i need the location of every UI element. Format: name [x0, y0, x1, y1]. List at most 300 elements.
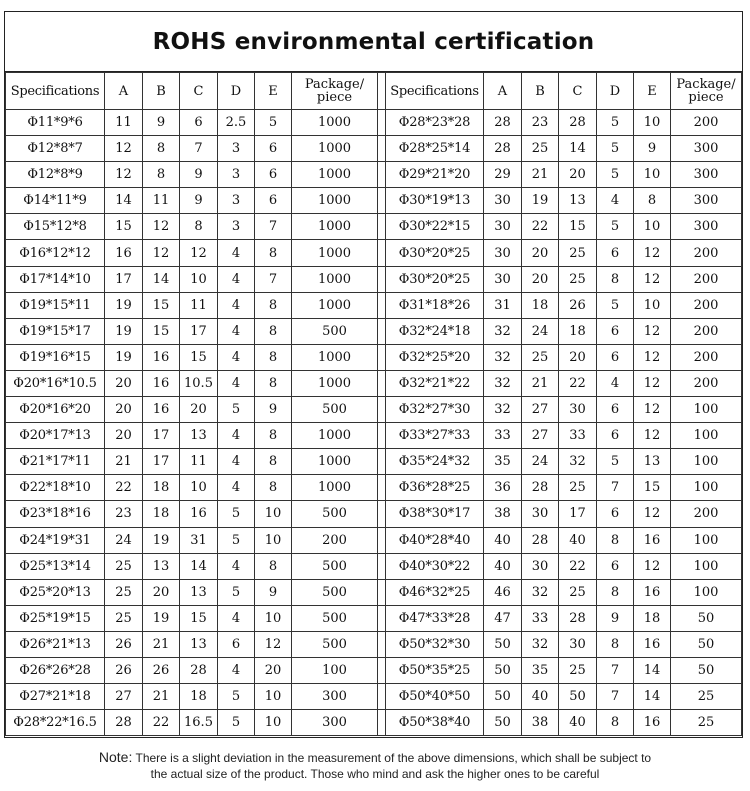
column-gap [378, 136, 386, 162]
right-cell-e: 9 [634, 136, 671, 162]
left-cell-d: 4 [218, 370, 255, 396]
left-cell-c: 31 [180, 527, 218, 553]
column-gap [378, 344, 386, 370]
table-row [6, 344, 742, 370]
left-cell-c: 10.5 [180, 370, 218, 396]
left-cell-a: 16 [105, 240, 143, 266]
column-gap [378, 110, 386, 136]
left-cell-b: 26 [143, 657, 180, 683]
table-row [6, 136, 742, 162]
right-cell-b: 30 [522, 501, 559, 527]
left-cell-b: 19 [143, 527, 180, 553]
right-cell-d: 4 [597, 188, 634, 214]
left-cell-a: 28 [105, 710, 143, 736]
right-cell-package: 300 [671, 136, 742, 162]
left-cell-e: 8 [255, 370, 292, 396]
right-cell-package: 25 [671, 684, 742, 710]
right-cell-c: 50 [559, 684, 597, 710]
left-cell-e: 8 [255, 449, 292, 475]
right-cell-d: 6 [597, 397, 634, 423]
left-cell-e: 6 [255, 188, 292, 214]
left-cell-package: 1000 [292, 110, 378, 136]
left-cell-a: 26 [105, 631, 143, 657]
header-b: B [522, 73, 559, 110]
left-cell-b: 22 [143, 710, 180, 736]
left-cell-e: 10 [255, 710, 292, 736]
right-cell-d: 7 [597, 657, 634, 683]
right-cell-c: 22 [559, 553, 597, 579]
left-cell-a: 19 [105, 292, 143, 318]
left-cell-c: 28 [180, 657, 218, 683]
left-cell-d: 4 [218, 449, 255, 475]
right-cell-c: 32 [559, 449, 597, 475]
left-cell-b: 12 [143, 214, 180, 240]
left-cell-b: 19 [143, 605, 180, 631]
left-cell-d: 2.5 [218, 110, 255, 136]
left-cell-package: 500 [292, 318, 378, 344]
right-cell-d: 5 [597, 449, 634, 475]
left-cell-b: 13 [143, 553, 180, 579]
left-cell-e: 8 [255, 344, 292, 370]
left-cell-e: 9 [255, 579, 292, 605]
right-cell-a: 50 [484, 684, 522, 710]
right-cell-b: 32 [522, 631, 559, 657]
right-cell-package: 200 [671, 501, 742, 527]
left-cell-spec: Φ28*22*16.5 [6, 710, 105, 736]
left-cell-e: 7 [255, 214, 292, 240]
right-cell-spec: Φ30*20*25 [386, 240, 484, 266]
right-cell-b: 28 [522, 475, 559, 501]
left-cell-a: 20 [105, 423, 143, 449]
right-cell-d: 8 [597, 579, 634, 605]
right-cell-spec: Φ30*20*25 [386, 266, 484, 292]
left-cell-a: 20 [105, 370, 143, 396]
right-cell-d: 6 [597, 553, 634, 579]
left-cell-e: 5 [255, 110, 292, 136]
column-gap [378, 292, 386, 318]
header-a: A [105, 73, 143, 110]
right-cell-c: 17 [559, 501, 597, 527]
left-cell-d: 4 [218, 292, 255, 318]
column-gap [378, 657, 386, 683]
right-cell-spec: Φ33*27*33 [386, 423, 484, 449]
left-cell-package: 500 [292, 553, 378, 579]
right-cell-a: 38 [484, 501, 522, 527]
header-specifications: Specifications [386, 73, 484, 110]
column-gap [378, 370, 386, 396]
right-cell-d: 8 [597, 631, 634, 657]
left-cell-spec: Φ25*13*14 [6, 553, 105, 579]
left-cell-package: 1000 [292, 475, 378, 501]
table-row [6, 631, 742, 657]
left-cell-spec: Φ21*17*11 [6, 449, 105, 475]
left-cell-c: 12 [180, 240, 218, 266]
right-cell-e: 14 [634, 657, 671, 683]
right-cell-e: 12 [634, 397, 671, 423]
right-cell-spec: Φ32*21*22 [386, 370, 484, 396]
left-cell-c: 13 [180, 579, 218, 605]
left-cell-c: 18 [180, 684, 218, 710]
right-cell-package: 100 [671, 553, 742, 579]
right-cell-a: 28 [484, 110, 522, 136]
left-cell-c: 17 [180, 318, 218, 344]
right-cell-c: 25 [559, 240, 597, 266]
column-gap [378, 684, 386, 710]
table-row [6, 684, 742, 710]
right-cell-b: 18 [522, 292, 559, 318]
left-cell-a: 19 [105, 344, 143, 370]
right-cell-a: 31 [484, 292, 522, 318]
right-cell-d: 7 [597, 684, 634, 710]
right-cell-c: 28 [559, 605, 597, 631]
right-cell-a: 36 [484, 475, 522, 501]
left-cell-a: 12 [105, 162, 143, 188]
right-cell-e: 12 [634, 318, 671, 344]
table-row [6, 553, 742, 579]
table-row [6, 266, 742, 292]
left-cell-e: 6 [255, 162, 292, 188]
right-cell-spec: Φ32*24*18 [386, 318, 484, 344]
right-cell-package: 200 [671, 240, 742, 266]
table-row [6, 397, 742, 423]
right-cell-d: 7 [597, 475, 634, 501]
right-cell-spec: Φ32*25*20 [386, 344, 484, 370]
right-cell-spec: Φ50*40*50 [386, 684, 484, 710]
right-cell-spec: Φ31*18*26 [386, 292, 484, 318]
right-cell-a: 30 [484, 240, 522, 266]
left-cell-package: 1000 [292, 344, 378, 370]
left-cell-package: 1000 [292, 266, 378, 292]
right-cell-c: 13 [559, 188, 597, 214]
header-specifications: Specifications [6, 73, 105, 110]
left-cell-c: 16 [180, 501, 218, 527]
right-cell-d: 5 [597, 292, 634, 318]
header-e: E [255, 73, 292, 110]
right-cell-c: 20 [559, 162, 597, 188]
right-cell-e: 12 [634, 266, 671, 292]
right-cell-a: 30 [484, 214, 522, 240]
left-cell-b: 18 [143, 501, 180, 527]
right-cell-e: 10 [634, 110, 671, 136]
left-cell-d: 5 [218, 397, 255, 423]
right-cell-package: 200 [671, 266, 742, 292]
right-cell-e: 10 [634, 292, 671, 318]
column-gap [378, 605, 386, 631]
right-cell-a: 35 [484, 449, 522, 475]
right-cell-e: 12 [634, 553, 671, 579]
right-cell-e: 12 [634, 344, 671, 370]
left-cell-d: 4 [218, 344, 255, 370]
left-cell-spec: Φ27*21*18 [6, 684, 105, 710]
right-cell-b: 25 [522, 344, 559, 370]
left-cell-b: 15 [143, 318, 180, 344]
left-cell-e: 8 [255, 423, 292, 449]
left-cell-d: 5 [218, 527, 255, 553]
left-cell-package: 500 [292, 397, 378, 423]
right-cell-c: 20 [559, 344, 597, 370]
right-cell-d: 6 [597, 423, 634, 449]
right-cell-spec: Φ32*27*30 [386, 397, 484, 423]
right-cell-spec: Φ36*28*25 [386, 475, 484, 501]
left-cell-spec: Φ19*15*11 [6, 292, 105, 318]
right-cell-d: 5 [597, 136, 634, 162]
left-cell-c: 10 [180, 475, 218, 501]
left-cell-e: 8 [255, 553, 292, 579]
column-gap [378, 162, 386, 188]
right-cell-d: 6 [597, 501, 634, 527]
right-cell-b: 21 [522, 370, 559, 396]
left-cell-e: 8 [255, 240, 292, 266]
left-cell-b: 16 [143, 397, 180, 423]
table-row [6, 710, 742, 736]
table-row [6, 527, 742, 553]
left-cell-d: 4 [218, 318, 255, 344]
right-cell-a: 32 [484, 370, 522, 396]
table-row [6, 423, 742, 449]
right-cell-c: 25 [559, 475, 597, 501]
left-cell-spec: Φ19*15*17 [6, 318, 105, 344]
right-cell-package: 100 [671, 579, 742, 605]
right-cell-d: 9 [597, 605, 634, 631]
left-cell-b: 21 [143, 684, 180, 710]
right-cell-d: 6 [597, 240, 634, 266]
left-cell-d: 3 [218, 136, 255, 162]
left-cell-e: 10 [255, 605, 292, 631]
right-cell-b: 27 [522, 423, 559, 449]
left-cell-package: 300 [292, 710, 378, 736]
table-row [6, 240, 742, 266]
left-cell-d: 6 [218, 631, 255, 657]
footnote [0, 749, 750, 782]
left-cell-d: 4 [218, 553, 255, 579]
right-cell-b: 35 [522, 657, 559, 683]
left-cell-spec: Φ11*9*6 [6, 110, 105, 136]
right-cell-spec: Φ50*32*30 [386, 631, 484, 657]
right-cell-b: 28 [522, 527, 559, 553]
right-cell-e: 15 [634, 475, 671, 501]
note-line-2: the actual size of the product. Those who mind and ask the higher ones to be careful [150, 767, 600, 781]
right-cell-e: 13 [634, 449, 671, 475]
left-cell-package: 1000 [292, 240, 378, 266]
left-cell-c: 20 [180, 397, 218, 423]
right-cell-spec: Φ29*21*20 [386, 162, 484, 188]
left-cell-spec: Φ26*21*13 [6, 631, 105, 657]
left-cell-package: 500 [292, 605, 378, 631]
left-cell-c: 15 [180, 344, 218, 370]
left-cell-package: 1000 [292, 292, 378, 318]
right-cell-c: 28 [559, 110, 597, 136]
left-cell-c: 9 [180, 188, 218, 214]
left-cell-c: 14 [180, 553, 218, 579]
right-cell-c: 25 [559, 266, 597, 292]
column-gap [378, 266, 386, 292]
left-cell-package: 1000 [292, 449, 378, 475]
right-cell-b: 30 [522, 553, 559, 579]
left-cell-a: 17 [105, 266, 143, 292]
column-gap [378, 188, 386, 214]
left-cell-a: 25 [105, 553, 143, 579]
column-gap [378, 397, 386, 423]
right-cell-spec: Φ30*19*13 [386, 188, 484, 214]
right-cell-b: 40 [522, 684, 559, 710]
table-row [6, 501, 742, 527]
left-cell-c: 10 [180, 266, 218, 292]
right-cell-c: 25 [559, 579, 597, 605]
right-cell-b: 33 [522, 605, 559, 631]
left-cell-d: 5 [218, 710, 255, 736]
left-cell-c: 11 [180, 292, 218, 318]
table-row [6, 110, 742, 136]
page-title: ROHS environmental certification [5, 12, 742, 72]
left-cell-b: 17 [143, 449, 180, 475]
right-cell-e: 16 [634, 631, 671, 657]
left-cell-b: 9 [143, 110, 180, 136]
right-cell-spec: Φ46*32*25 [386, 579, 484, 605]
right-cell-b: 32 [522, 579, 559, 605]
left-cell-c: 6 [180, 110, 218, 136]
right-cell-c: 40 [559, 527, 597, 553]
right-cell-d: 5 [597, 162, 634, 188]
right-cell-d: 4 [597, 370, 634, 396]
left-cell-a: 21 [105, 449, 143, 475]
right-cell-package: 100 [671, 449, 742, 475]
right-cell-a: 47 [484, 605, 522, 631]
header-package: Package/ piece [292, 73, 378, 110]
column-gap [378, 214, 386, 240]
left-cell-a: 11 [105, 110, 143, 136]
table-row [6, 605, 742, 631]
right-cell-a: 50 [484, 710, 522, 736]
left-cell-a: 14 [105, 188, 143, 214]
left-cell-a: 25 [105, 579, 143, 605]
right-cell-spec: Φ50*38*40 [386, 710, 484, 736]
header-package: Package/ piece [671, 73, 742, 110]
column-gap [378, 73, 386, 110]
left-cell-d: 5 [218, 501, 255, 527]
left-cell-spec: Φ25*19*15 [6, 605, 105, 631]
column-gap [378, 423, 386, 449]
right-cell-e: 10 [634, 162, 671, 188]
left-cell-spec: Φ25*20*13 [6, 579, 105, 605]
right-cell-package: 25 [671, 710, 742, 736]
left-cell-b: 12 [143, 240, 180, 266]
right-cell-d: 8 [597, 527, 634, 553]
right-cell-spec: Φ28*23*28 [386, 110, 484, 136]
right-cell-package: 300 [671, 214, 742, 240]
left-cell-c: 13 [180, 631, 218, 657]
left-cell-c: 11 [180, 449, 218, 475]
right-cell-b: 24 [522, 449, 559, 475]
left-cell-c: 13 [180, 423, 218, 449]
right-cell-c: 30 [559, 397, 597, 423]
left-cell-c: 8 [180, 214, 218, 240]
right-cell-e: 18 [634, 605, 671, 631]
column-gap [378, 579, 386, 605]
right-cell-a: 32 [484, 344, 522, 370]
left-cell-spec: Φ12*8*9 [6, 162, 105, 188]
right-cell-e: 8 [634, 188, 671, 214]
right-cell-d: 5 [597, 214, 634, 240]
left-cell-a: 19 [105, 318, 143, 344]
right-cell-spec: Φ40*30*22 [386, 553, 484, 579]
right-cell-e: 12 [634, 370, 671, 396]
table-row [6, 188, 742, 214]
right-cell-b: 20 [522, 240, 559, 266]
left-cell-spec: Φ14*11*9 [6, 188, 105, 214]
right-cell-package: 200 [671, 370, 742, 396]
right-cell-d: 5 [597, 110, 634, 136]
right-cell-d: 8 [597, 710, 634, 736]
left-cell-spec: Φ26*26*28 [6, 657, 105, 683]
left-cell-e: 20 [255, 657, 292, 683]
right-cell-package: 200 [671, 318, 742, 344]
left-cell-e: 8 [255, 475, 292, 501]
right-cell-b: 38 [522, 710, 559, 736]
left-cell-d: 3 [218, 214, 255, 240]
left-cell-b: 18 [143, 475, 180, 501]
left-cell-package: 300 [292, 684, 378, 710]
left-cell-d: 3 [218, 162, 255, 188]
left-cell-b: 8 [143, 136, 180, 162]
right-cell-package: 100 [671, 397, 742, 423]
left-cell-package: 200 [292, 527, 378, 553]
right-cell-e: 16 [634, 579, 671, 605]
left-cell-b: 16 [143, 370, 180, 396]
right-cell-a: 30 [484, 188, 522, 214]
left-cell-spec: Φ23*18*16 [6, 501, 105, 527]
right-cell-spec: Φ50*35*25 [386, 657, 484, 683]
left-cell-spec: Φ22*18*10 [6, 475, 105, 501]
left-cell-spec: Φ19*16*15 [6, 344, 105, 370]
left-cell-package: 500 [292, 501, 378, 527]
right-cell-spec: Φ28*25*14 [386, 136, 484, 162]
right-cell-package: 100 [671, 475, 742, 501]
right-cell-spec: Φ30*22*15 [386, 214, 484, 240]
right-cell-a: 28 [484, 136, 522, 162]
note-label: Note: [98, 749, 133, 765]
right-cell-c: 14 [559, 136, 597, 162]
left-cell-d: 4 [218, 605, 255, 631]
table-row [6, 318, 742, 344]
left-cell-a: 26 [105, 657, 143, 683]
left-cell-package: 100 [292, 657, 378, 683]
left-cell-a: 25 [105, 605, 143, 631]
header-d: D [597, 73, 634, 110]
table-row [6, 475, 742, 501]
right-cell-d: 6 [597, 344, 634, 370]
right-cell-e: 12 [634, 240, 671, 266]
right-cell-d: 6 [597, 318, 634, 344]
left-cell-b: 11 [143, 188, 180, 214]
table-row [6, 162, 742, 188]
right-cell-spec: Φ38*30*17 [386, 501, 484, 527]
left-cell-d: 4 [218, 423, 255, 449]
left-cell-spec: Φ16*12*12 [6, 240, 105, 266]
right-cell-spec: Φ47*33*28 [386, 605, 484, 631]
column-gap [378, 240, 386, 266]
right-cell-b: 21 [522, 162, 559, 188]
left-cell-d: 5 [218, 684, 255, 710]
right-cell-a: 46 [484, 579, 522, 605]
left-cell-b: 20 [143, 579, 180, 605]
right-cell-b: 27 [522, 397, 559, 423]
left-cell-spec: Φ20*17*13 [6, 423, 105, 449]
left-cell-a: 20 [105, 397, 143, 423]
column-gap [378, 449, 386, 475]
right-cell-c: 33 [559, 423, 597, 449]
left-cell-e: 10 [255, 684, 292, 710]
left-cell-package: 1000 [292, 423, 378, 449]
